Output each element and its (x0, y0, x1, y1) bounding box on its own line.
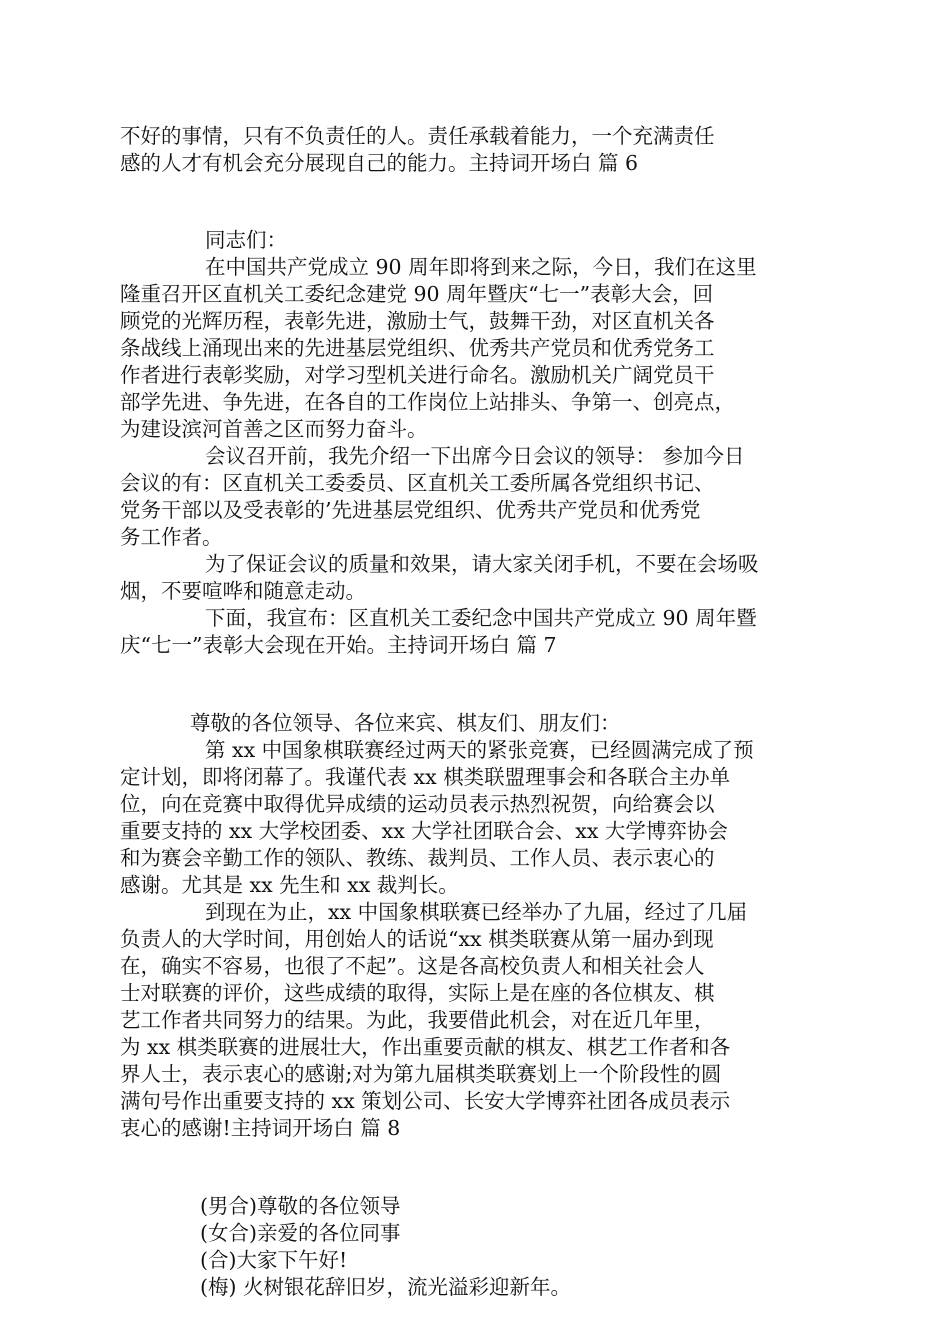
text-line: 会议的有：区直机关工委委员、区直机关工委所属各党组织书记、 (120, 471, 715, 495)
dialogue-line: (男合)尊敬的各位领导 (200, 1194, 401, 1218)
text-line: 位，向在竞赛中取得优异成绩的运动员表示热烈祝贺，向给赛会以 (120, 792, 715, 816)
text-line: 隆重召开区直机关工委纪念建党 90 周年暨庆“七一”表彰大会，回 (120, 282, 714, 306)
text-line: 不好的事情，只有不负责任的人。责任承载着能力，一个充满责任 (120, 124, 715, 148)
text-line: 党务干部以及受表彰的’先进基层党组织、优秀共产党员和优秀党 (120, 498, 701, 522)
text-line: 务工作者。 (120, 525, 223, 549)
text-line: 在，确实不容易，也很了不起”。这是各高校负责人和相关社会人 (120, 954, 705, 978)
greeting-line: 同志们： (205, 228, 287, 252)
dialogue-line: (合)大家下午好! (200, 1248, 348, 1272)
text-line: 艺工作者共同努力的结果。为此，我要借此机会，对在近几年里， (120, 1008, 715, 1032)
text-line: 为了保证会议的质量和效果，请大家关闭手机，不要在会场吸 (205, 552, 759, 576)
text-line: 满句号作出重要支持的 xx 策划公司、长安大学博弈社团各成员表示 (120, 1089, 731, 1113)
text-line: 感的人才有机会充分展现自己的能力。主持词开场白 篇 6 (120, 151, 639, 175)
text-line: 会议召开前，我先介绍一下出席今日会议的领导： 参加今日 (205, 444, 745, 468)
text-line: 到现在为止，xx 中国象棋联赛已经举办了九届，经过了几届 (205, 900, 748, 924)
text-line: 负责人的大学时间，用创始人的话说“xx 棋类联赛从第一届办到现 (120, 927, 714, 951)
text-line: 部学先进、争先进，在各自的工作岗位上站排头、争第一、创亮点， (120, 390, 735, 414)
text-line: 第 xx 中国象棋联赛经过两天的紧张竞赛，已经圆满完成了预 (205, 738, 754, 762)
text-line: 士对联赛的评价，这些成绩的取得，实际上是在座的各位棋友、棋 (120, 981, 715, 1005)
text-line: 在中国共产党成立 90 周年即将到来之际，今日，我们在这里 (205, 255, 757, 279)
text-line: 界人士，表示衷心的感谢;对为第九届棋类联赛划上一个阶段性的圆 (120, 1062, 722, 1086)
text-line: 条战线上涌现出来的先进基层党组织、优秀共产党员和优秀党务工 (120, 336, 715, 360)
dialogue-line: (女合)亲爱的各位同事 (200, 1221, 401, 1245)
text-line: 和为赛会辛勤工作的领队、教练、裁判员、工作人员、表示衷心的 (120, 846, 715, 870)
text-line: 定计划，即将闭幕了。我谨代表 xx 棋类联盟理事会和各联合主办单 (120, 765, 731, 789)
text-line: 作者进行表彰奖励，对学习型机关进行命名。激励机关广阔党员干 (120, 363, 715, 387)
text-line: 顾党的光辉历程，表彰先进，激励士气，鼓舞干劲，对区直机关各 (120, 309, 715, 333)
text-line: 衷心的感谢!主持词开场白 篇 8 (120, 1116, 401, 1140)
text-line: 为建设滨河首善之区而努力奋斗。 (120, 417, 428, 441)
text-line: 感谢。尤其是 xx 先生和 xx 裁判长。 (120, 873, 459, 897)
text-line: 重要支持的 xx 大学校团委、xx 大学社团联合会、xx 大学博弈协会 (120, 819, 728, 843)
text-line: 庆“七一”表彰大会现在开始。主持词开场白 篇 7 (120, 633, 557, 657)
greeting-line: 尊敬的各位领导、各位来宾、棋友们、朋友们： (190, 711, 621, 735)
text-line: 烟，不要喧哗和随意走动。 (120, 579, 366, 603)
text-line: 为 xx 棋类联赛的进展壮大，作出重要贡献的棋友、棋艺工作者和各 (120, 1035, 731, 1059)
text-line: 下面，我宣布：区直机关工委纪念中国共产党成立 90 周年暨 (205, 606, 757, 630)
dialogue-line: (梅) 火树银花辞旧岁，流光溢彩迎新年。 (200, 1275, 572, 1299)
